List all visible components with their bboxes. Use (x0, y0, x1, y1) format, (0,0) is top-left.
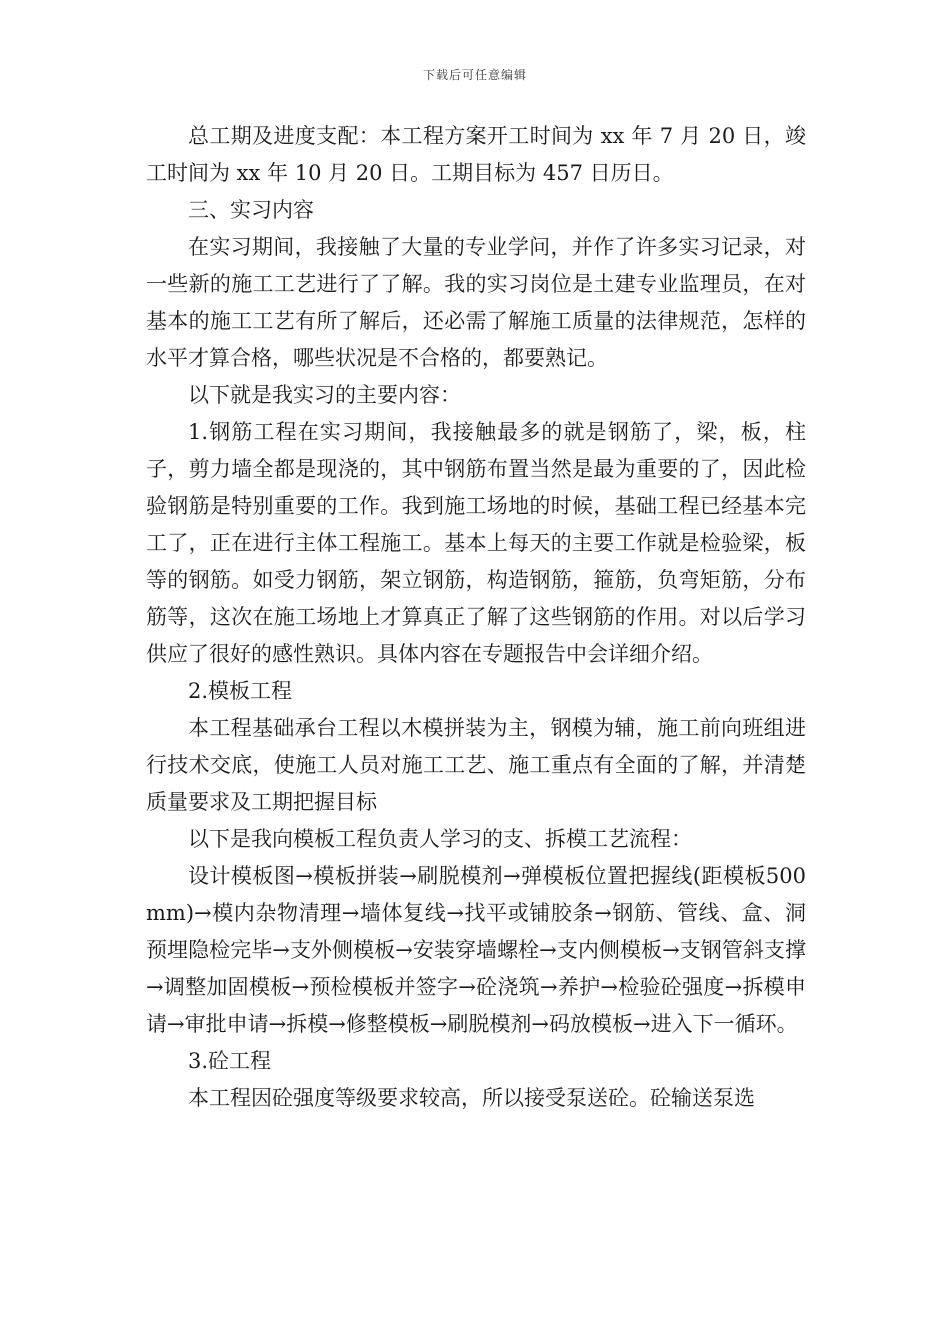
page-header: 下载后可任意编辑 (422, 68, 527, 82)
paragraph-concrete-description: 本工程因砼强度等级要求较高，所以接受泵送砼。砼输送泵选 (188, 1086, 755, 1110)
paragraph-schedule: 总工期及进度支配：本工程方案开工时间为 xx 年 7 月 20 日，竣工时间为 xx 年 10 月 20 日。工期目标为 457 日历日。 (146, 124, 806, 185)
section-heading-internship-content: 三、实习内容 (188, 198, 314, 222)
paragraph-main-content-lead: 以下就是我实习的主要内容： (188, 383, 461, 407)
paragraph-formwork-description: 本工程基础承台工程以木模拼装为主，钢模为辅，施工前向班组进行技术交底，使施工人员对施工工艺、施工重点有全面的了解，并清楚质量要求及工期把握目标 (146, 716, 806, 814)
document-body (146, 118, 806, 1117)
paragraph-formwork-process-lead: 以下是我向模板工程负责人学习的支、拆模工艺流程： (188, 827, 692, 851)
section-heading-formwork: 2.模板工程 (188, 679, 293, 703)
section-heading-concrete: 3.砼工程 (188, 1049, 272, 1073)
paragraph-internship-intro: 在实习期间，我接触了大量的专业学问，并作了许多实习记录，对一些新的施工工艺进行了了解。我的实习岗位是土建专业监理员，在对基本的施工工艺有所了解后，还必需了解施工质量的法律规范，怎样的水平才算合格，哪些状况是不合格的，都要熟记。 (146, 235, 806, 370)
paragraph-rebar-engineering: 1.钢筋工程在实习期间，我接触最多的就是钢筋了，梁，板，柱子，剪力墙全都是现浇的，其中钢筋布置当然是最为重要的了，因此检验钢筋是特别重要的工作。我到施工场地的时候，基础工程已经基本完工了，正在进行主体工程施工。基本上每天的主要工作就是检验梁，板等的钢筋。如受力钢筋，架立钢筋，构造钢筋，箍筋，负弯矩筋，分布筋等，这次在施工场地上才算真正了解了这些钢筋的作用。对以后学习供应了很好的感性熟识。具体内容在专题报告中会详细介绍。 (146, 420, 806, 666)
paragraph-formwork-process-flow: 设计模板图→模板拼装→刷脱模剂→弹模板位置把握线(距模板500mm)→模内杂物清理→墙体复线→找平或铺胶条→钢筋、管线、盒、洞预埋隐检完毕→支外侧模板→安装穿墙螺栓→支内侧模板→支钢管斜支撑→调整加固模板→预检模板并签字→砼浇筑→养护→检验砼强度→拆模申请→审批申请→拆模→修整模板→刷脱模剂→码放模板→进入下一循环。 (146, 864, 806, 1036)
